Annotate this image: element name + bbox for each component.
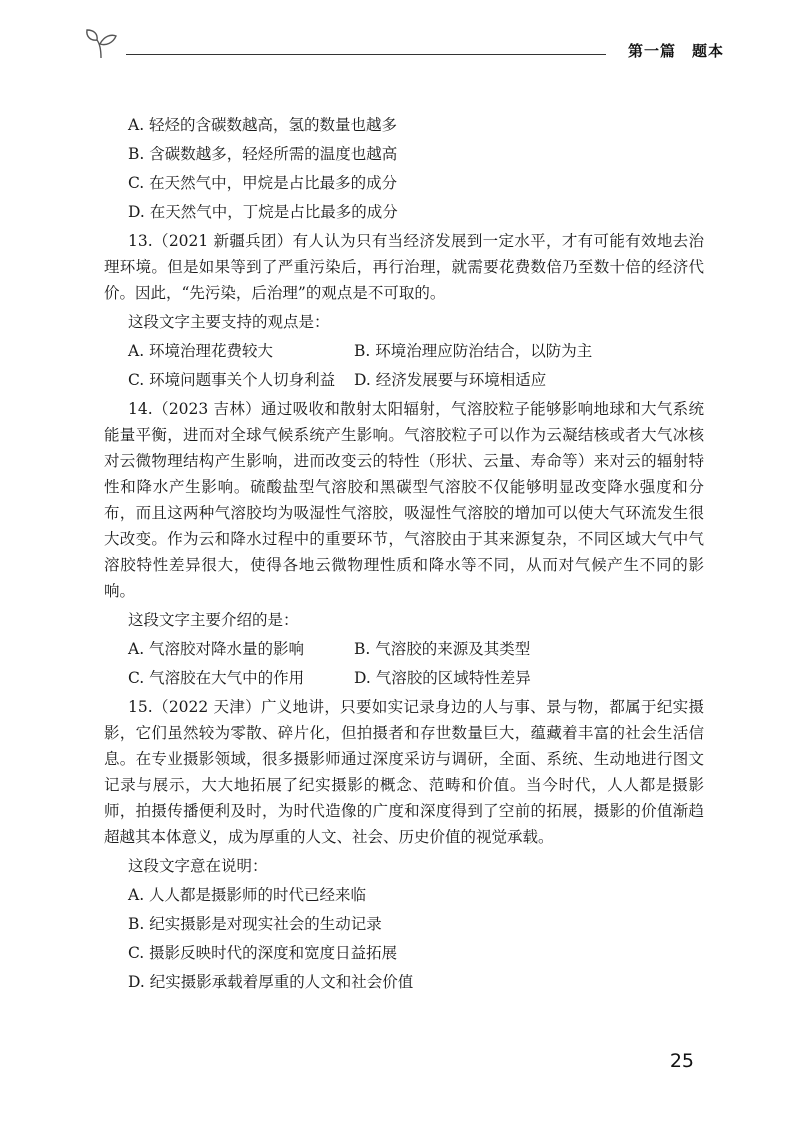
q12-option-b: B. 含碳数越多，轻烃所需的温度也越高 [128,145,398,163]
header-rule [126,54,606,55]
q13-options-row-2 [104,367,704,393]
q14-options-row-1 [104,636,704,662]
q14-options-row-2 [104,665,704,691]
sprout-icon [84,26,118,60]
page-content [104,112,704,998]
q15-option-b: B. 纪实摄影是对现实社会的生动记录 [128,915,382,933]
q15-option-c: C. 摄影反映时代的深度和宽度日益拓展 [128,944,398,962]
q14-stem: 14.（2023 吉林）通过吸收和散射太阳辐射，气溶胶粒子能够影响地球和大气系统能量平衡，进而对全球气候系统产生影响。气溶胶粒子可以作为云凝结核或者大气冰核对云微物理结构产生影响，进而改变云的特性（形状、云量、寿命等）来对云的辐射特性和降水产生影响。硫酸盐型气溶胶和黑碳型气溶胶不仅能够明显改变降水强度和分布，而且这两种气溶胶均为吸湿性气溶胶，吸湿性气溶胶的增加可以使大气环流发生很大改变。作为云和降水过程中的重要环节，气溶胶由于其来源复杂，不同区域大气中气溶胶特性差异很大，使得各地云微物理性质和降水等不同，从而对气候产生不同的影响。 [104,400,704,600]
q13-option-c: C. 环境问题事关个人切身利益 [128,371,336,389]
q12-option-c: C. 在天然气中，甲烷是占比最多的成分 [128,174,398,192]
q14-option-b: B. 气溶胶的来源及其类型 [354,640,531,658]
q13-option-a: A. 环境治理花费较大 [128,342,274,360]
q12-option-a: A. 轻烃的含碳数越高，氢的数量也越多 [128,116,398,134]
page-number: 25 [669,1050,694,1072]
q13-stem: 13.（2021 新疆兵团）有人认为只有当经济发展到一定水平，才有可能有效地去治理环境。但是如果等到了严重污染后，再行治理，就需要花费数倍乃至数十倍的经济代价。因此，“先污染，后治理”的观点是不可取的。 [104,232,704,302]
q14-option-d: D. 气溶胶的区域特性差异 [354,669,531,687]
page-header [84,18,724,70]
q14-option-a: A. 气溶胶对降水量的影响 [128,640,305,658]
q15-stem: 15.（2022 天津）广义地讲，只要如实记录身边的人与事、景与物，都属于纪实摄影，它们虽然较为零散、碎片化，但拍摄者和存世数量巨大，蕴藏着丰富的社会生活信息。在专业摄影领域，很多摄影师通过深度采访与调研，全面、系统、生动地进行图文记录与展示，大大地拓展了纪实摄影的概念、范畴和价值。当今时代，人人都是摄影师，拍摄传播便利及时，为时代造像的广度和深度得到了空前的拓展，摄影的价值渐趋超越其本体意义，成为厚重的人文、社会、历史价值的视觉承载。 [104,698,704,846]
q12-option-d: D. 在天然气中，丁烷是占比最多的成分 [128,203,398,221]
q14-prompt: 这段文字主要介绍的是： [128,611,299,629]
q15-prompt: 这段文字意在说明： [128,857,268,875]
q13-option-d: D. 经济发展要与环境相适应 [354,371,547,389]
q13-option-b: B. 环境治理应防治结合，以防为主 [354,342,593,360]
section-title: 第一篇 题本 [627,42,724,60]
q15-option-d: D. 纪实摄影承载着厚重的人文和社会价值 [128,973,414,991]
q15-option-a: A. 人人都是摄影师的时代已经来临 [128,886,367,904]
q14-option-c: C. 气溶胶在大气中的作用 [128,669,305,687]
q13-prompt: 这段文字主要支持的观点是： [128,313,330,331]
q13-options-row-1 [104,338,704,364]
